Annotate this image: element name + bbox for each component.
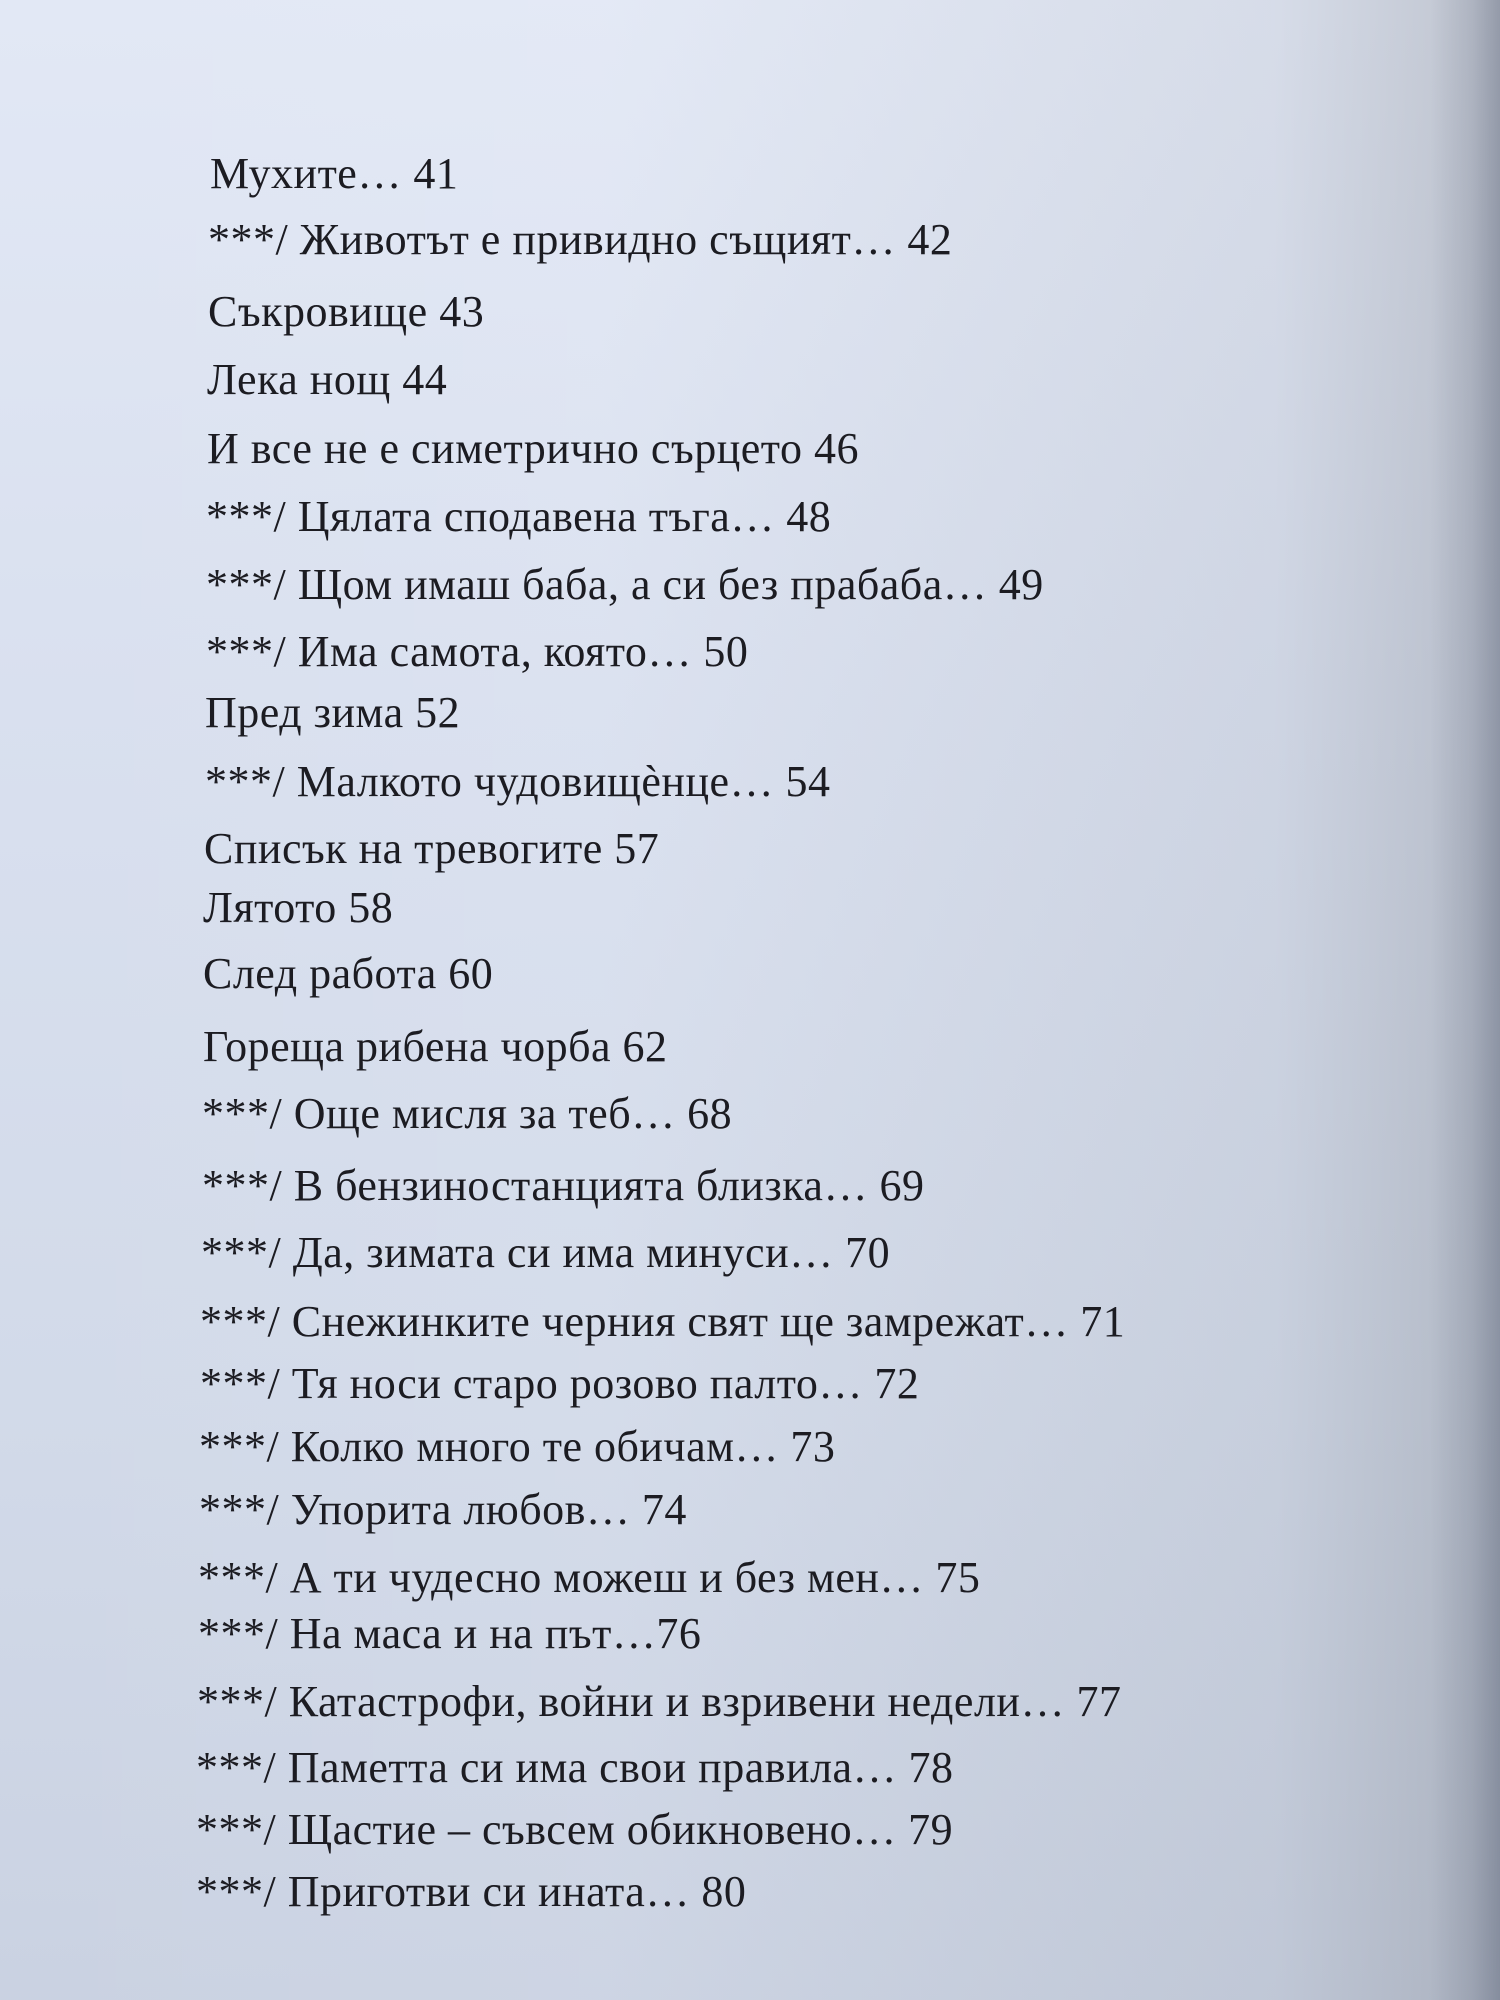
toc-entry: ***/ Има самота, която… 50 bbox=[206, 627, 749, 676]
toc-entry: ***/ Цялата сподавена тъга… 48 bbox=[206, 492, 832, 541]
toc-entry: ***/ Тя носи старо розово палто… 72 bbox=[200, 1359, 920, 1408]
toc-entry: ***/ В бензиностанцията близка… 69 bbox=[202, 1161, 925, 1210]
toc-entry: ***/ Щастие – съвсем обикновено… 79 bbox=[196, 1805, 954, 1854]
toc-entry: Мухите… 41 bbox=[210, 149, 459, 198]
toc-entry: И все не е симетрично сърцето 46 bbox=[207, 424, 859, 473]
toc-entry: Гореща рибена чорба 62 bbox=[203, 1022, 668, 1071]
toc-entry: ***/ Катастрофи, войни и взривени недели… 77 bbox=[197, 1677, 1122, 1726]
toc-entry: ***/ А ти чудесно можеш и без мен… 75 bbox=[198, 1553, 981, 1602]
toc-entry: ***/ Колко много те обичам… 73 bbox=[199, 1422, 836, 1471]
toc-entry: ***/ Малкото чудовищѐнце… 54 bbox=[205, 757, 831, 806]
toc-entry: ***/ Паметта си има свои правила… 78 bbox=[196, 1743, 954, 1792]
toc-entry: Съкровище 43 bbox=[208, 287, 485, 336]
toc-entry: Лека нощ 44 bbox=[207, 355, 448, 404]
toc-entry: ***/ Упорита любов… 74 bbox=[199, 1485, 687, 1534]
toc-entry: ***/ На маса и на път…76 bbox=[198, 1609, 702, 1658]
toc-entry: ***/ Още мисля за теб… 68 bbox=[202, 1089, 733, 1138]
toc-entry: Пред зима 52 bbox=[205, 688, 461, 737]
toc-entry: ***/ Щом имаш баба, а си без прабаба… 49 bbox=[206, 560, 1044, 609]
toc-entry: ***/ Животът е привидно същият… 42 bbox=[208, 215, 953, 264]
toc-entry: ***/ Да, зимата си има минуси… 70 bbox=[201, 1228, 891, 1277]
toc-entry: След работа 60 bbox=[203, 949, 494, 998]
toc-entry: Лятото 58 bbox=[203, 883, 394, 932]
toc-entry: ***/ Приготви си ината… 80 bbox=[196, 1867, 747, 1916]
toc-entry: ***/ Снежинките черния свят ще замрежат… 71 bbox=[200, 1297, 1126, 1346]
toc-entry: Списък на тревогите 57 bbox=[204, 824, 660, 873]
